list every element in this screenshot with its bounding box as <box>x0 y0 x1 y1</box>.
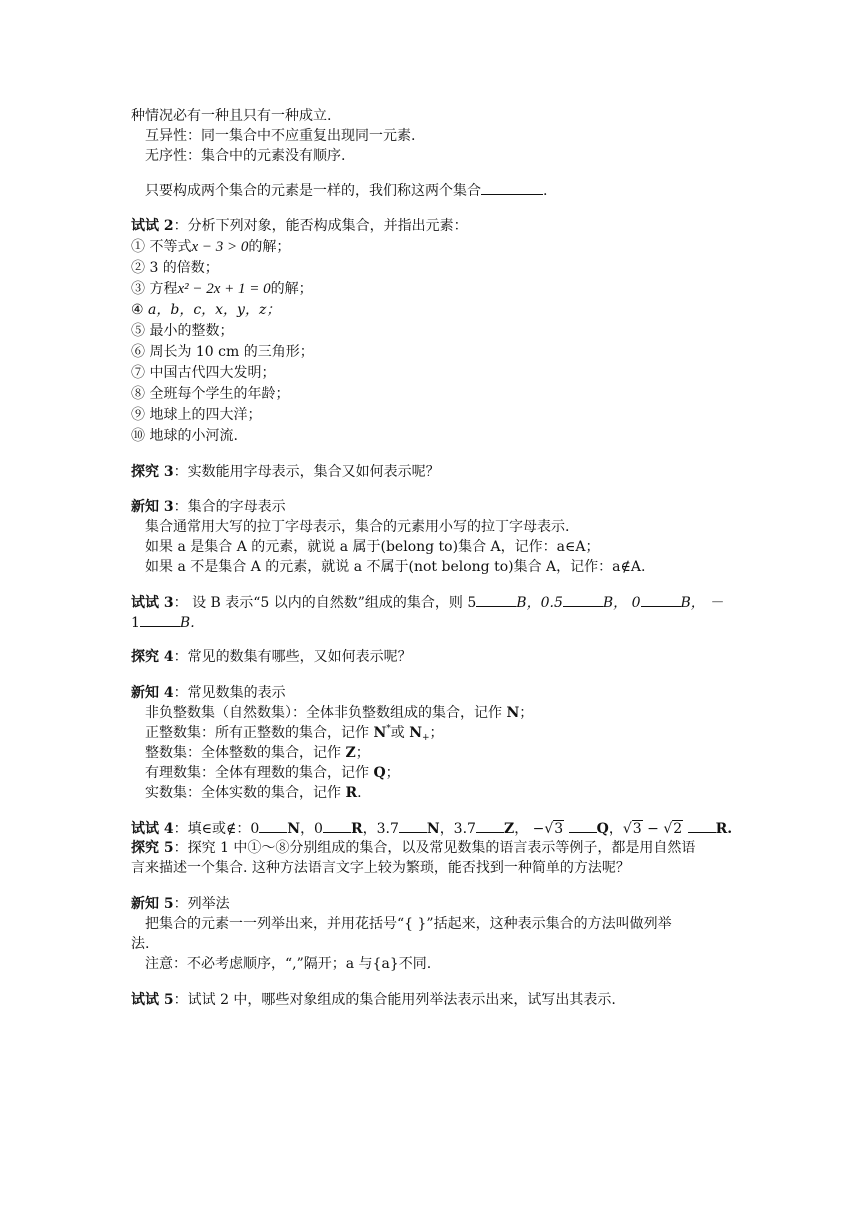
shishi2-item-10 <box>131 426 238 446</box>
tanjiu3 <box>131 462 440 482</box>
shishi2-item-8 <box>131 384 289 404</box>
blank <box>140 612 180 627</box>
intro-line-4-end: . <box>543 183 548 199</box>
set-symbol: R <box>345 785 358 801</box>
shishi2-item-4 <box>131 300 280 320</box>
tanjiu5-line-1 <box>131 838 695 858</box>
item-mark: ⑩ <box>131 428 145 444</box>
shishi3-part-2: B， 0 <box>602 595 641 611</box>
shishi3-line-2 <box>131 612 195 633</box>
xinzhi4-line-2 <box>145 723 444 743</box>
sep: ，0 <box>300 821 323 837</box>
blank <box>476 592 516 607</box>
item-text: 周长为 10 cm 的三角形； <box>149 344 314 360</box>
set-symbol: R <box>715 821 728 837</box>
item-pre: 方程 <box>149 281 178 297</box>
blank <box>569 818 597 833</box>
end: . <box>727 821 733 837</box>
sep: ， − <box>514 821 545 837</box>
set-symbol: Q <box>373 765 386 781</box>
shishi2-heading <box>131 216 468 236</box>
intro-line-1: 种情况必有一种且只有一种成立. <box>131 108 332 124</box>
shishi3-line2-end: B. <box>179 615 195 631</box>
sqrt-expression: √2 <box>663 821 683 837</box>
tanjiu5-line-2: 言来描述一个集合. 这种方法语言文字上较为繁琐，能否找到一种简单的方法呢？ <box>131 860 630 876</box>
text: ； <box>355 745 370 761</box>
blank <box>481 180 543 195</box>
item-mark: ⑦ <box>131 365 145 381</box>
tanjiu3-text: ：实数能用字母表示，集合又如何表示呢？ <box>173 464 440 480</box>
shishi2-item-9 <box>131 405 261 425</box>
shishi3-line-1 <box>131 592 723 613</box>
xinzhi4-line-4 <box>145 763 400 783</box>
shishi2-item-1 <box>131 237 290 257</box>
item-text: a，b，c，x，y，z； <box>148 302 281 318</box>
text: 正整数集：所有正整数的集合，记作 <box>145 725 374 741</box>
xinzhi3-heading <box>131 497 286 517</box>
text: 实数集：全体实数的集合，记作 <box>145 785 346 801</box>
set-symbol: N <box>287 821 301 837</box>
xinzhi5-line-2: 法. <box>131 936 150 952</box>
minus: − <box>642 821 664 837</box>
item-mark: ⑨ <box>131 407 145 423</box>
shishi2-item-2 <box>131 258 219 278</box>
shishi2-item-6 <box>131 342 314 362</box>
intro-line-4 <box>145 180 547 201</box>
radicand: 2 <box>673 821 683 837</box>
shishi3-label: 试试 3 <box>131 595 174 611</box>
text: 有理数集：全体有理数的集合，记作 <box>145 765 374 781</box>
item-text: 3 的倍数； <box>149 260 219 276</box>
item-text: 地球上的四大洋； <box>149 407 262 423</box>
xinzhi5-text: ：列举法 <box>173 896 230 912</box>
set-symbol: N <box>373 725 387 741</box>
shishi3-part-1: B，0.5 <box>516 595 563 611</box>
xinzhi5-line-3: 注意：不必考虑顺序，“,”隔开；a 与{a}不同. <box>145 956 432 972</box>
tanjiu5-label: 探究 5 <box>131 840 174 856</box>
sep: ，3.7 <box>362 821 399 837</box>
xinzhi5-line-1: 把集合的元素一一列举出来，并用花括号“{ }”括起来，这种表示集合的方法叫做列举 <box>145 916 672 932</box>
shishi2-item-7 <box>131 363 275 383</box>
text: . <box>357 785 362 801</box>
set-symbol: N <box>426 821 440 837</box>
xinzhi4-line-1 <box>145 703 533 723</box>
xinzhi3-text: ：集合的字母表示 <box>173 499 286 515</box>
set-symbol: N <box>506 705 520 721</box>
shishi5-text: ：试试 2 中，哪些对象组成的集合能用列举法表示出来，试写出其表示. <box>173 992 616 1008</box>
xinzhi3-label: 新知 3 <box>131 499 174 515</box>
shishi2-text: ：分析下列对象，能否构成集合，并指出元素： <box>173 218 468 234</box>
shishi2-item-3 <box>131 279 313 299</box>
shishi3-part-3: B， － <box>680 595 724 611</box>
text: 非负整数集（自然数集）：全体非负整数组成的集合，记作 <box>145 705 507 721</box>
item-pre: 不等式 <box>149 239 192 255</box>
shishi3-text: ： 设 B 表示“5 以内的自然数”组成的集合，则 5 <box>173 595 477 611</box>
radicand: 3 <box>632 821 642 837</box>
text: 或 <box>390 725 410 741</box>
item-mark: ⑧ <box>131 386 145 402</box>
shishi2-label: 试试 2 <box>131 218 174 234</box>
blank <box>259 818 287 833</box>
item-post: 的解； <box>270 281 313 297</box>
blank <box>563 592 603 607</box>
blank <box>476 818 504 833</box>
xinzhi4-heading <box>131 683 286 703</box>
item-mark: ④ <box>131 302 144 318</box>
xinzhi5-label: 新知 5 <box>131 896 174 912</box>
shishi5-label: 试试 5 <box>131 992 174 1008</box>
xinzhi3-line-2: 如果 a 是集合 A 的元素，就说 a 属于(belong to)集合 A，记作：a∈A； <box>145 539 600 555</box>
sup: * <box>386 724 391 734</box>
xinzhi5-heading <box>131 894 230 914</box>
shishi4-text: ：填∈或∉：0 <box>173 821 260 837</box>
blank <box>641 592 681 607</box>
sub: + <box>422 733 430 743</box>
xinzhi3-line-3: 如果 a 不是集合 A 的元素，就说 a 不属于(not belong to)集合 A，记作：a∉A. <box>145 559 646 575</box>
xinzhi3-line-1: 集合通常用大写的拉丁字母表示，集合的元素用小写的拉丁字母表示. <box>145 519 570 535</box>
item-math: x − 3 > 0 <box>191 239 249 255</box>
intro-line-4-text: 只要构成两个集合的元素是一样的，我们称这两个集合 <box>145 183 481 199</box>
text: ； <box>429 725 444 741</box>
xinzhi4-line-3 <box>145 743 370 763</box>
blank <box>399 818 427 833</box>
radicand: 3 <box>554 821 564 837</box>
item-mark: ⑤ <box>131 323 145 339</box>
item-mark: ③ <box>131 281 145 297</box>
item-math: x² − 2x + 1 = 0 <box>177 281 271 297</box>
text: ； <box>385 765 400 781</box>
shishi2-item-5 <box>131 321 233 341</box>
xinzhi4-line-5 <box>145 783 362 803</box>
intro-line-2: 互异性：同一集合中不应重复出现同一元素. <box>145 128 416 144</box>
blank <box>688 818 716 833</box>
shishi3-line2-start: 1 <box>131 615 140 631</box>
item-text: 地球的小河流. <box>149 428 238 444</box>
blank <box>323 818 351 833</box>
set-symbol: Q <box>596 821 609 837</box>
sep: ， <box>608 821 623 837</box>
sqrt-expression: √3 <box>544 821 564 837</box>
set-symbol: Z <box>503 821 515 837</box>
item-text: 中国古代四大发明； <box>149 365 276 381</box>
xinzhi4-text: ：常见数集的表示 <box>173 685 286 701</box>
shishi5 <box>131 990 616 1010</box>
sqrt-expression: √3 <box>622 821 642 837</box>
set-symbol: Z <box>345 745 356 761</box>
item-post: 的解； <box>248 239 291 255</box>
text: 整数集：全体整数的集合，记作 <box>145 745 346 761</box>
set-symbol: R <box>350 821 363 837</box>
item-mark: ① <box>131 239 145 255</box>
tanjiu4-text: ：常见的数集有哪些，又如何表示呢？ <box>173 649 412 665</box>
tanjiu4-label: 探究 4 <box>131 649 174 665</box>
shishi4 <box>131 818 732 839</box>
tanjiu5-text: ：探究 1 中①～⑧分别组成的集合，以及常见数集的语言表示等例子，都是用自然语 <box>173 840 696 856</box>
tanjiu3-label: 探究 3 <box>131 464 174 480</box>
intro-line-3: 无序性：集合中的元素没有顺序. <box>145 148 346 164</box>
item-text: 全班每个学生的年龄； <box>149 386 290 402</box>
set-symbol: N <box>409 725 422 741</box>
tanjiu4 <box>131 647 412 667</box>
item-text: 最小的整数； <box>149 323 234 339</box>
xinzhi4-label: 新知 4 <box>131 685 174 701</box>
sep: ，3.7 <box>439 821 476 837</box>
shishi4-label: 试试 4 <box>131 821 174 837</box>
item-mark: ② <box>131 260 145 276</box>
text: ； <box>519 705 534 721</box>
item-mark: ⑥ <box>131 344 145 360</box>
